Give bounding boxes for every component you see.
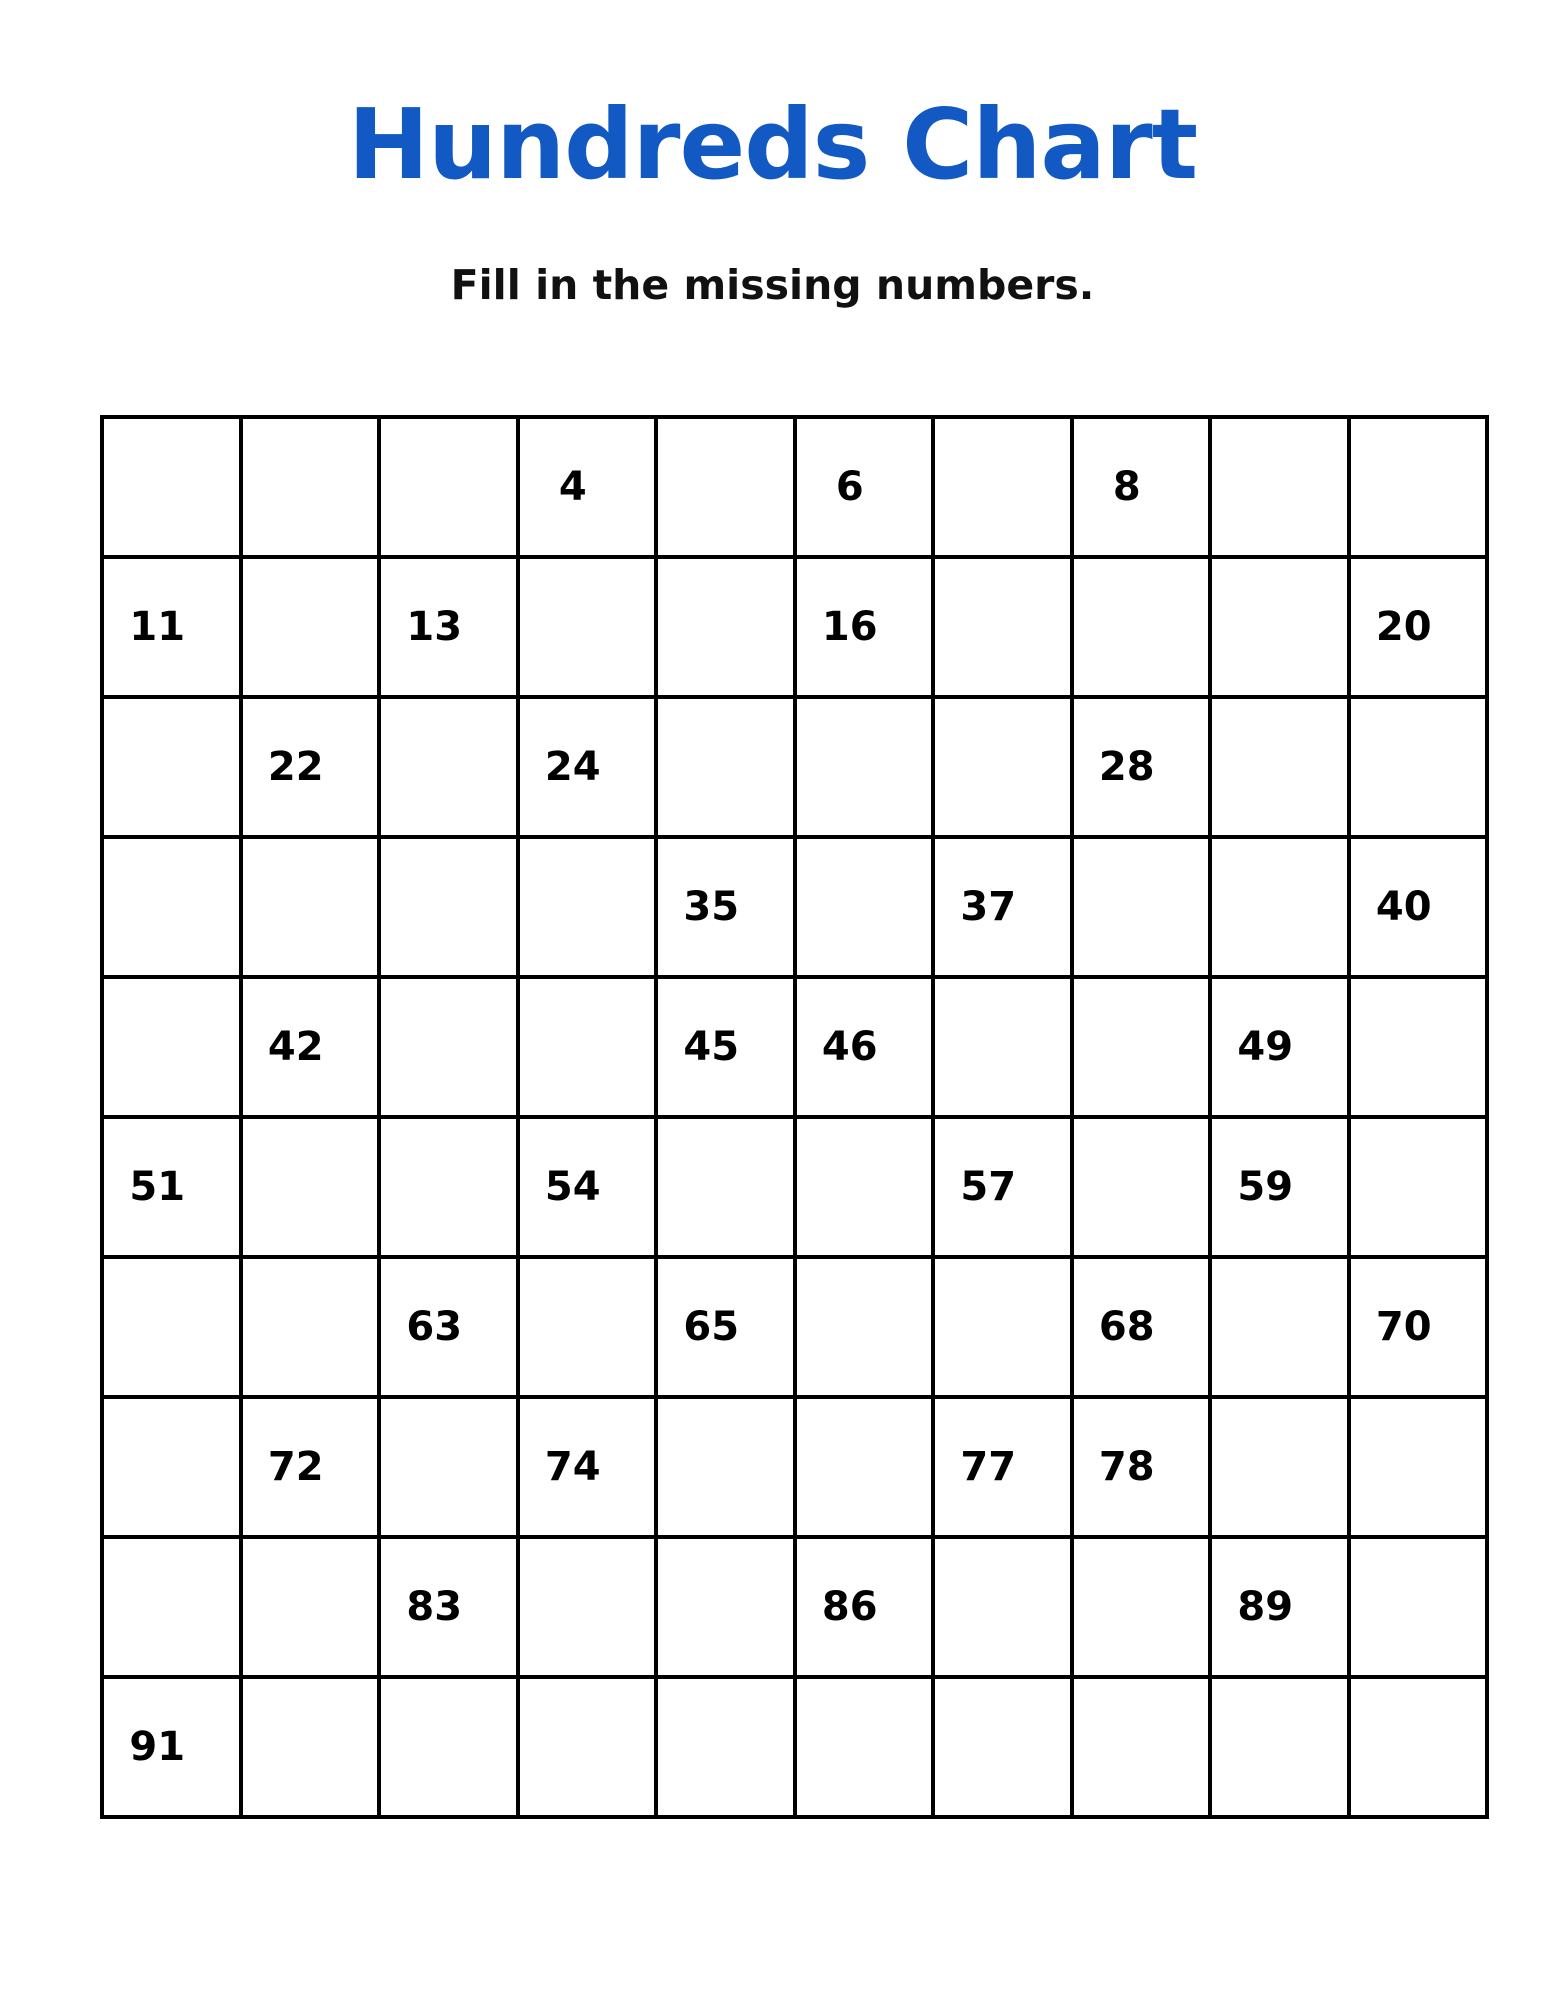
- grid-cell[interactable]: [656, 557, 795, 697]
- grid-cell[interactable]: [1210, 1257, 1349, 1397]
- grid-cell[interactable]: [933, 977, 1072, 1117]
- grid-cell[interactable]: [1349, 1537, 1488, 1677]
- grid-cell[interactable]: [1349, 557, 1488, 697]
- grid-cell[interactable]: [1210, 1677, 1349, 1817]
- grid-cell[interactable]: [1072, 1397, 1211, 1537]
- table-row: [102, 1537, 1487, 1677]
- grid-cell[interactable]: [656, 1537, 795, 1677]
- grid-cell[interactable]: [241, 1397, 380, 1537]
- cell-value: 37: [960, 884, 1017, 930]
- grid-cell[interactable]: [102, 1537, 241, 1677]
- cell-value: 91: [129, 1724, 186, 1770]
- grid-cell[interactable]: [241, 697, 380, 837]
- grid-cell[interactable]: [1072, 697, 1211, 837]
- grid-cell[interactable]: [379, 1397, 518, 1537]
- cell-value: 86: [821, 1584, 878, 1630]
- grid-cell[interactable]: [379, 1117, 518, 1257]
- cell-value: 20: [1375, 604, 1432, 650]
- grid-cell[interactable]: [1349, 697, 1488, 837]
- grid-cell[interactable]: [379, 1257, 518, 1397]
- grid-cell[interactable]: [518, 697, 657, 837]
- grid-cell[interactable]: [656, 1677, 795, 1817]
- grid-cell[interactable]: [1210, 837, 1349, 977]
- grid-cell[interactable]: [933, 837, 1072, 977]
- grid-cell[interactable]: [656, 977, 795, 1117]
- grid-cell[interactable]: [795, 1117, 934, 1257]
- table-row: [102, 977, 1487, 1117]
- grid-cell[interactable]: [518, 1397, 657, 1537]
- cell-value: 51: [129, 1164, 186, 1210]
- cell-value: 68: [1098, 1304, 1155, 1350]
- grid-cell[interactable]: [1072, 417, 1211, 557]
- cell-value: 54: [544, 1164, 601, 1210]
- grid-cell[interactable]: [379, 977, 518, 1117]
- grid-cell[interactable]: [1349, 417, 1488, 557]
- grid-cell[interactable]: [1072, 1257, 1211, 1397]
- grid-cell[interactable]: [933, 1537, 1072, 1677]
- grid-cell[interactable]: [241, 837, 380, 977]
- number-grid-body: [102, 417, 1487, 1817]
- grid-cell[interactable]: [933, 1257, 1072, 1397]
- grid-cell[interactable]: [102, 417, 241, 557]
- cell-value: 8: [1112, 464, 1141, 510]
- grid-cell[interactable]: [1349, 977, 1488, 1117]
- grid-cell[interactable]: [241, 417, 380, 557]
- page-title: Hundreds Chart: [347, 88, 1198, 201]
- grid-cell[interactable]: [795, 1677, 934, 1817]
- grid-cell[interactable]: [1349, 837, 1488, 977]
- cell-value: 22: [267, 744, 324, 790]
- grid-cell[interactable]: [1072, 1117, 1211, 1257]
- grid-cell[interactable]: [795, 1257, 934, 1397]
- cell-value: 35: [683, 884, 740, 930]
- grid-cell[interactable]: [379, 1537, 518, 1677]
- cell-value: 59: [1237, 1164, 1294, 1210]
- grid-cell[interactable]: [1072, 977, 1211, 1117]
- grid-cell[interactable]: [933, 1397, 1072, 1537]
- grid-cell[interactable]: [518, 417, 657, 557]
- grid-cell[interactable]: [241, 977, 380, 1117]
- cell-value: 11: [129, 604, 186, 650]
- grid-cell[interactable]: [102, 557, 241, 697]
- cell-value: 4: [558, 464, 587, 510]
- table-row: [102, 1677, 1487, 1817]
- cell-value: 46: [821, 1024, 878, 1070]
- grid-cell[interactable]: [795, 1397, 934, 1537]
- grid-cell[interactable]: [379, 837, 518, 977]
- cell-value: 49: [1237, 1024, 1294, 1070]
- grid-cell[interactable]: [656, 1397, 795, 1537]
- cell-value: 74: [544, 1444, 601, 1490]
- cell-value: 63: [406, 1304, 463, 1350]
- grid-cell[interactable]: [1210, 417, 1349, 557]
- grid-cell[interactable]: [656, 697, 795, 837]
- cell-value: 6: [835, 464, 864, 510]
- grid-cell[interactable]: [1349, 1117, 1488, 1257]
- grid-cell[interactable]: [518, 977, 657, 1117]
- grid-cell[interactable]: [1210, 697, 1349, 837]
- grid-cell[interactable]: [241, 1537, 380, 1677]
- grid-cell[interactable]: [102, 697, 241, 837]
- grid-cell[interactable]: [933, 1117, 1072, 1257]
- cell-value: 24: [544, 744, 601, 790]
- grid-cell[interactable]: [1349, 1677, 1488, 1817]
- grid-cell[interactable]: [1210, 977, 1349, 1117]
- grid-cell[interactable]: [518, 1117, 657, 1257]
- grid-cell[interactable]: [795, 1537, 934, 1677]
- grid-cell[interactable]: [1072, 1537, 1211, 1677]
- grid-cell[interactable]: [1072, 1677, 1211, 1817]
- grid-cell[interactable]: [379, 557, 518, 697]
- table-row: [102, 1397, 1487, 1537]
- cell-value: 89: [1237, 1584, 1294, 1630]
- table-row: [102, 417, 1487, 557]
- cell-value: 13: [406, 604, 463, 650]
- grid-cell[interactable]: [102, 837, 241, 977]
- cell-value: 65: [683, 1304, 740, 1350]
- grid-cell[interactable]: [241, 557, 380, 697]
- table-row: [102, 837, 1487, 977]
- grid-cell[interactable]: [933, 697, 1072, 837]
- grid-cell[interactable]: [1210, 1397, 1349, 1537]
- number-grid-table: [100, 415, 1489, 1819]
- table-row: [102, 1257, 1487, 1397]
- grid-cell[interactable]: [518, 557, 657, 697]
- grid-cell[interactable]: [518, 1677, 657, 1817]
- grid-cell[interactable]: [1072, 837, 1211, 977]
- grid-cell[interactable]: [933, 417, 1072, 557]
- cell-value: 28: [1098, 744, 1155, 790]
- cell-value: 70: [1375, 1304, 1432, 1350]
- grid-cell[interactable]: [656, 1257, 795, 1397]
- grid-cell[interactable]: [1210, 557, 1349, 697]
- grid-cell[interactable]: [933, 1677, 1072, 1817]
- cell-value: 83: [406, 1584, 463, 1630]
- grid-cell[interactable]: [656, 417, 795, 557]
- instructions-text: Fill in the missing numbers.: [450, 261, 1095, 309]
- grid-cell[interactable]: [1349, 1257, 1488, 1397]
- grid-cell[interactable]: [656, 837, 795, 977]
- grid-cell[interactable]: [379, 417, 518, 557]
- grid-cell[interactable]: [102, 1397, 241, 1537]
- cell-value: 78: [1098, 1444, 1155, 1490]
- cell-value: 77: [960, 1444, 1017, 1490]
- grid-cell[interactable]: [1210, 1117, 1349, 1257]
- grid-cell[interactable]: [241, 1117, 380, 1257]
- grid-cell[interactable]: [102, 977, 241, 1117]
- table-row: [102, 557, 1487, 697]
- grid-cell[interactable]: [795, 977, 934, 1117]
- grid-cell[interactable]: [656, 1117, 795, 1257]
- grid-cell[interactable]: [1349, 1397, 1488, 1537]
- grid-cell[interactable]: [379, 697, 518, 837]
- grid-cell[interactable]: [102, 1257, 241, 1397]
- grid-cell[interactable]: [241, 1257, 380, 1397]
- cell-value: 16: [821, 604, 878, 650]
- grid-cell[interactable]: [518, 1257, 657, 1397]
- hundreds-chart-grid: [100, 415, 1445, 1819]
- grid-cell[interactable]: [241, 1677, 380, 1817]
- table-row: [102, 697, 1487, 837]
- table-row: [102, 1117, 1487, 1257]
- grid-cell[interactable]: [379, 1677, 518, 1817]
- grid-cell[interactable]: [795, 557, 934, 697]
- cell-value: 57: [960, 1164, 1017, 1210]
- grid-cell[interactable]: [795, 417, 934, 557]
- grid-cell[interactable]: [795, 697, 934, 837]
- cell-value: 72: [267, 1444, 324, 1490]
- grid-cell[interactable]: [102, 1677, 241, 1817]
- grid-cell[interactable]: [1210, 1537, 1349, 1677]
- grid-cell[interactable]: [102, 1117, 241, 1257]
- grid-cell[interactable]: [518, 1537, 657, 1677]
- cell-value: 45: [683, 1024, 740, 1070]
- cell-value: 42: [267, 1024, 324, 1070]
- grid-cell[interactable]: [518, 837, 657, 977]
- cell-value: 40: [1375, 884, 1432, 930]
- grid-cell[interactable]: [795, 837, 934, 977]
- grid-cell[interactable]: [933, 557, 1072, 697]
- grid-cell[interactable]: [1072, 557, 1211, 697]
